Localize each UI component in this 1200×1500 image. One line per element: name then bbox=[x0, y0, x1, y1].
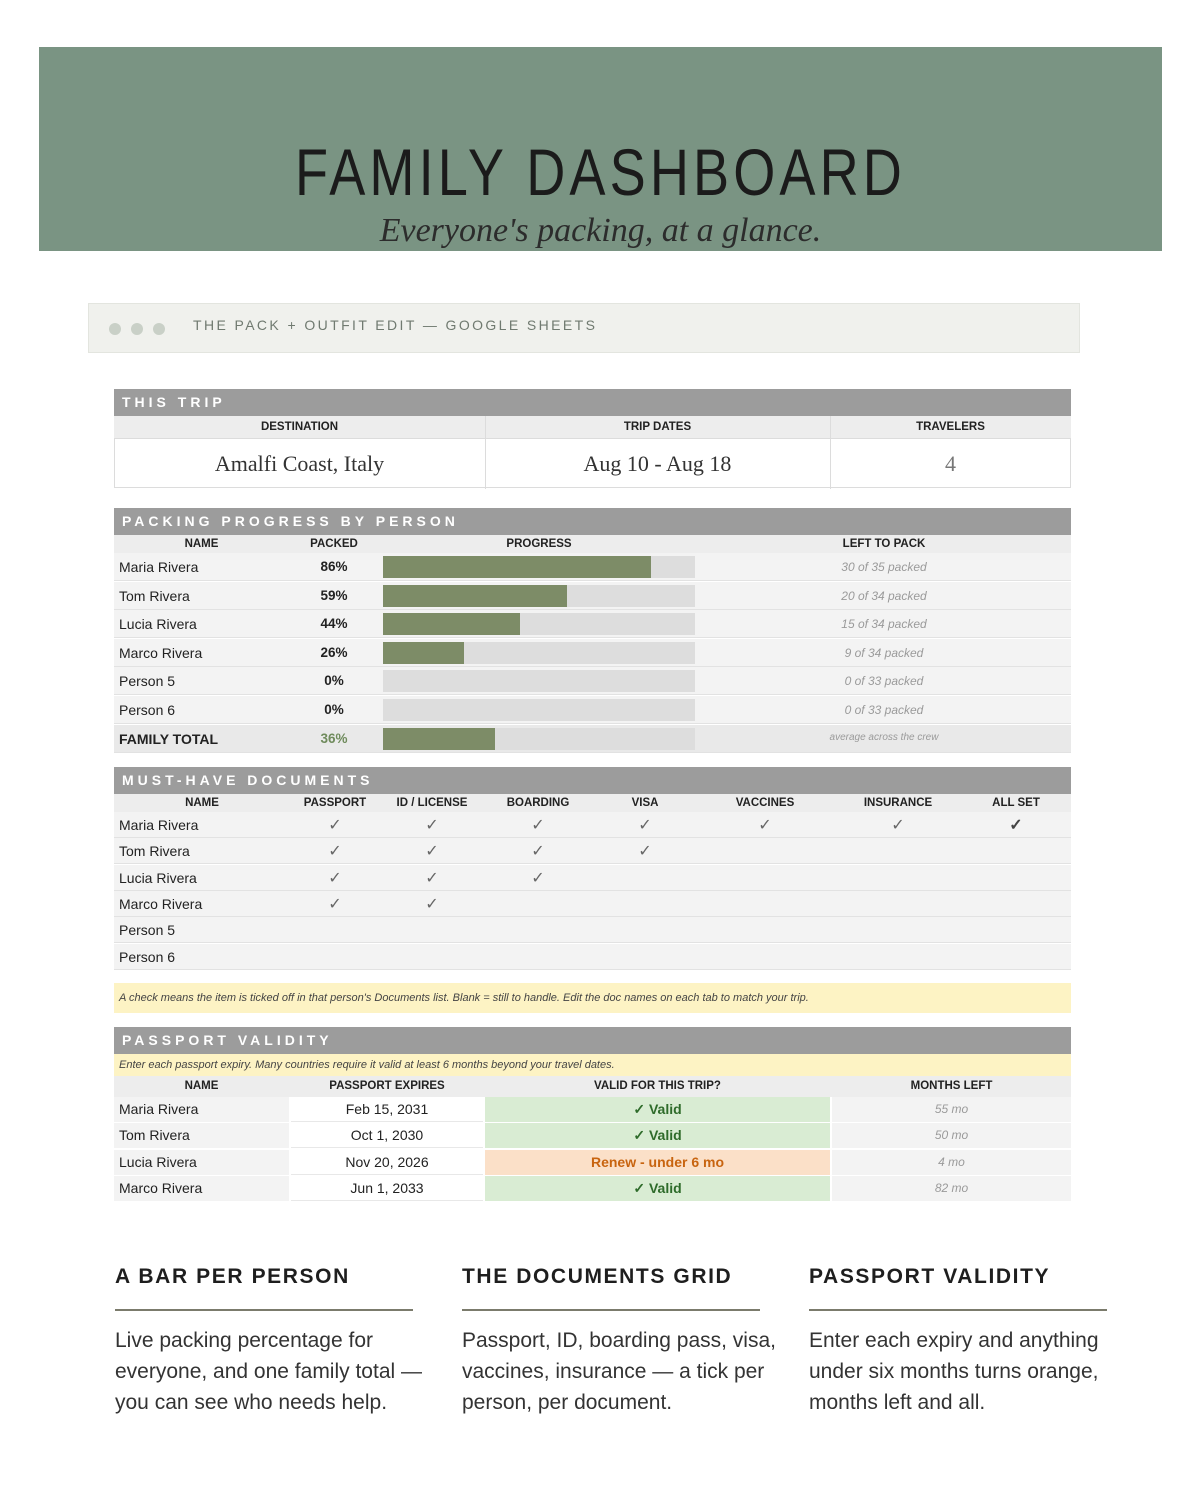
left-to-pack: 30 of 35 packed bbox=[841, 560, 927, 574]
doc-col-header: VACCINES bbox=[735, 797, 795, 809]
months-left: 82 mo bbox=[832, 1176, 1071, 1201]
passport-expiry[interactable]: Jun 1, 2033 bbox=[291, 1176, 483, 1201]
validity-status: Renew - under 6 mo bbox=[485, 1150, 830, 1175]
document-row bbox=[114, 944, 1071, 970]
months-left: 55 mo bbox=[832, 1097, 1071, 1122]
packing-row bbox=[114, 582, 1071, 610]
person-name[interactable]: Lucia Rivera bbox=[119, 869, 197, 886]
feature-text: Live packing percentage for everyone, and one family total — you can see who needs help. bbox=[115, 1329, 423, 1414]
progress-bar bbox=[383, 613, 695, 635]
packing-row bbox=[114, 696, 1071, 724]
person-name[interactable]: Marco Rivera bbox=[114, 1176, 289, 1201]
feature-bar-per-person bbox=[115, 1265, 435, 1418]
spreadsheet-window bbox=[88, 303, 1080, 1207]
months-left: 50 mo bbox=[832, 1123, 1071, 1148]
person-name[interactable]: FAMILY TOTAL bbox=[119, 730, 219, 747]
passport-row bbox=[114, 1150, 1071, 1176]
left-to-pack: 9 of 34 packed bbox=[844, 645, 924, 660]
progress-fill bbox=[383, 728, 495, 750]
months-left: 4 mo bbox=[832, 1150, 1071, 1175]
window-dot-icon[interactable] bbox=[109, 323, 121, 335]
packed-percent: 36% bbox=[320, 730, 348, 746]
travelers-value[interactable]: 4 bbox=[945, 451, 956, 476]
person-name[interactable]: Lucia Rivera bbox=[119, 616, 197, 633]
left-to-pack: 20 of 34 packed bbox=[841, 588, 927, 603]
divider bbox=[809, 1309, 1107, 1311]
col-valid-for-trip: VALID FOR THIS TRIP? bbox=[594, 1080, 721, 1092]
checkmark-icon[interactable]: ✓ bbox=[425, 817, 439, 834]
person-name[interactable]: Person 5 bbox=[119, 673, 176, 690]
progress-bar bbox=[383, 585, 695, 607]
person-name[interactable]: Person 5 bbox=[119, 922, 176, 939]
feature-passport-validity bbox=[809, 1265, 1129, 1418]
progress-fill bbox=[383, 642, 464, 664]
page-subtitle: Everyone's packing, at a glance. bbox=[379, 212, 822, 249]
col-progress: PROGRESS bbox=[506, 538, 572, 550]
feature-title: THE DOCUMENTS GRID bbox=[462, 1265, 733, 1288]
document-row bbox=[114, 838, 1071, 864]
progress-bar bbox=[383, 556, 695, 578]
travelers-label: TRAVELERS bbox=[916, 421, 985, 433]
left-to-pack: 0 of 33 packed bbox=[844, 703, 924, 717]
checkmark-icon[interactable]: ✓ bbox=[328, 817, 342, 834]
progress-fill bbox=[383, 613, 520, 635]
person-name[interactable]: Marco Rivera bbox=[119, 895, 203, 912]
section-this-trip: THIS TRIP bbox=[114, 389, 1071, 416]
packing-row bbox=[114, 667, 1071, 695]
person-name[interactable]: Maria Rivera bbox=[119, 559, 199, 575]
packing-row bbox=[114, 553, 1071, 581]
document-row bbox=[114, 891, 1071, 917]
packing-row bbox=[114, 639, 1071, 667]
progress-bar bbox=[383, 728, 695, 750]
checkmark-icon[interactable]: ✓ bbox=[531, 869, 545, 887]
hero-banner bbox=[39, 47, 1162, 251]
doc-col-header: BOARDING bbox=[506, 797, 570, 809]
document-row bbox=[114, 865, 1071, 891]
left-to-pack: 15 of 34 packed bbox=[841, 617, 927, 632]
person-name[interactable]: Marco Rivera bbox=[119, 644, 203, 661]
passport-row bbox=[114, 1097, 1071, 1123]
family-total-row bbox=[114, 725, 1071, 753]
validity-status: ✓ Valid bbox=[485, 1097, 830, 1122]
col-name: NAME bbox=[184, 1080, 219, 1092]
passport-row bbox=[114, 1123, 1071, 1149]
person-name[interactable]: Maria Rivera bbox=[114, 1097, 289, 1122]
destination-label: DESTINATION bbox=[260, 421, 339, 433]
passport-expiry[interactable]: Feb 15, 2031 bbox=[291, 1097, 483, 1122]
feature-title: PASSPORT VALIDITY bbox=[809, 1265, 1051, 1288]
checkmark-icon[interactable]: ✓ bbox=[638, 817, 652, 834]
person-name[interactable]: Tom Rivera bbox=[119, 843, 190, 860]
progress-fill bbox=[383, 585, 567, 607]
checkmark-icon[interactable]: ✓ bbox=[328, 869, 342, 887]
feature-documents-grid bbox=[462, 1265, 782, 1418]
progress-bar bbox=[383, 670, 695, 692]
divider bbox=[462, 1309, 760, 1311]
checkmark-icon[interactable]: ✓ bbox=[1009, 817, 1023, 834]
validity-status: ✓ Valid bbox=[485, 1176, 830, 1201]
doc-col-header: ALL SET bbox=[992, 797, 1040, 809]
col-passport-expires: PASSPORT EXPIRES bbox=[329, 1080, 445, 1092]
packed-percent: 44% bbox=[320, 616, 348, 632]
checkmark-icon[interactable]: ✓ bbox=[425, 843, 439, 861]
document-row bbox=[114, 812, 1071, 838]
window-dot-icon[interactable] bbox=[131, 323, 143, 335]
window-dot-icon[interactable] bbox=[153, 323, 165, 335]
checkmark-icon[interactable]: ✓ bbox=[758, 817, 772, 834]
left-to-pack: 0 of 33 packed bbox=[844, 674, 924, 689]
window-title: THE PACK + OUTFIT EDIT — GOOGLE SHEETS bbox=[193, 317, 598, 333]
checkmark-icon[interactable]: ✓ bbox=[531, 817, 545, 834]
feature-text: Enter each expiry and anything under six months turns orange, months left and all. bbox=[809, 1329, 1099, 1414]
checkmark-icon[interactable]: ✓ bbox=[328, 895, 342, 913]
progress-bar bbox=[383, 642, 695, 664]
document-row bbox=[114, 917, 1071, 943]
col-months-left: MONTHS LEFT bbox=[910, 1080, 993, 1092]
doc-col-header: PASSPORT bbox=[303, 797, 367, 809]
packed-percent: 59% bbox=[320, 587, 348, 603]
doc-col-header: ID / LICENSE bbox=[396, 797, 468, 809]
section-packing-progress: PACKING PROGRESS BY PERSON bbox=[114, 508, 1071, 535]
doc-col-header: VISA bbox=[631, 797, 659, 809]
passport-expiry[interactable]: Oct 1, 2030 bbox=[291, 1123, 483, 1148]
packed-percent: 0% bbox=[324, 673, 344, 689]
packed-percent: 86% bbox=[320, 559, 348, 574]
trip-dates-label: TRIP DATES bbox=[623, 421, 692, 433]
col-name: NAME bbox=[184, 538, 219, 550]
passport-expiry[interactable]: Nov 20, 2026 bbox=[291, 1150, 483, 1175]
checkmark-icon[interactable]: ✓ bbox=[425, 895, 439, 913]
doc-col-header: NAME bbox=[185, 797, 219, 809]
packing-row bbox=[114, 610, 1071, 638]
section-documents: MUST-HAVE DOCUMENTS bbox=[114, 767, 1071, 794]
col-packed: PACKED bbox=[310, 538, 358, 550]
section-passport-validity: PASSPORT VALIDITY bbox=[114, 1027, 1071, 1054]
divider bbox=[115, 1309, 413, 1311]
trip-dates-value[interactable]: Aug 10 - Aug 18 bbox=[583, 451, 732, 476]
progress-fill bbox=[383, 556, 651, 578]
feature-text: Passport, ID, boarding pass, visa, vaccines, insurance — a tick per person, per document. bbox=[462, 1329, 776, 1414]
validity-status: ✓ Valid bbox=[485, 1123, 830, 1148]
person-name[interactable]: Lucia Rivera bbox=[114, 1150, 289, 1175]
passport-note: Enter each passport expiry. Many countries require it valid at least 6 months beyond your travel dates. bbox=[114, 1054, 1071, 1076]
page-title: FAMILY DASHBOARD bbox=[295, 135, 906, 209]
checkmark-icon[interactable]: ✓ bbox=[891, 817, 905, 834]
person-name[interactable]: Maria Rivera bbox=[119, 817, 199, 833]
checkmark-icon[interactable]: ✓ bbox=[531, 843, 545, 861]
feature-title: A BAR PER PERSON bbox=[115, 1265, 350, 1288]
documents-note: A check means the item is ticked off in that person's Documents list. Blank = still to handle. Edit the doc names on each tab to match your trip. bbox=[114, 983, 1071, 1013]
checkmark-icon[interactable]: ✓ bbox=[638, 843, 652, 861]
window-titlebar bbox=[88, 303, 1080, 353]
col-left-to-pack: LEFT TO PACK bbox=[842, 538, 926, 550]
person-name[interactable]: Tom Rivera bbox=[119, 587, 190, 604]
person-name[interactable]: Tom Rivera bbox=[114, 1123, 289, 1148]
checkmark-icon[interactable]: ✓ bbox=[425, 869, 439, 887]
packed-percent: 26% bbox=[320, 644, 348, 660]
left-to-pack: average across the crew bbox=[829, 731, 939, 743]
destination-value[interactable]: Amalfi Coast, Italy bbox=[214, 451, 385, 476]
person-name[interactable]: Person 6 bbox=[119, 948, 176, 965]
progress-bar bbox=[383, 699, 695, 721]
checkmark-icon[interactable]: ✓ bbox=[328, 843, 342, 861]
person-name[interactable]: Person 6 bbox=[119, 702, 176, 718]
passport-row bbox=[114, 1176, 1071, 1202]
doc-col-header: INSURANCE bbox=[863, 797, 933, 809]
packed-percent: 0% bbox=[324, 702, 344, 717]
